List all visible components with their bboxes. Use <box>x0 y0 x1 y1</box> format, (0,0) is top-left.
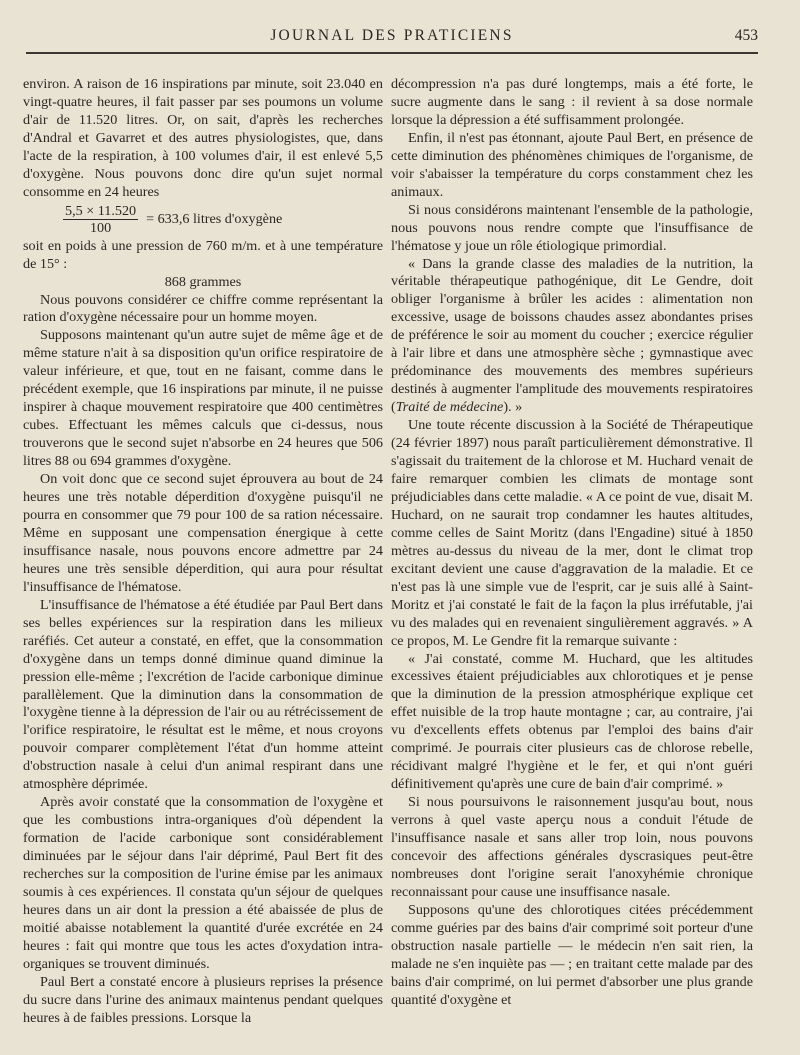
paragraph: soit en poids à une pression de 760 m/m. et à une température de 15° : <box>23 237 383 272</box>
formula-result: = 633,6 litres d'oxygène <box>146 210 283 227</box>
book-title: Traité de médecine <box>395 399 504 416</box>
paragraph: Supposons maintenant qu'un autre sujet de même âge et de même stature n'ait à sa disposition qu'un orifice respiratoire de valeur inférieure, et que, tout en ne faisant, comme dans le précédent exemple, que 16 inspirations par minute, il ne puisse inspirer à chaque mouvement respiratoire que 400 centimètres cubes. Effectuant les mêmes calculs que ci-dessus, nous trouverons que le second sujet n'absorbe en 24 heures que 506 litres 88 ou 694 grammes d'oxygène. <box>23 327 383 470</box>
running-title: JOURNAL DES PRATICIENS <box>270 27 514 44</box>
paragraph: On voit donc que ce second sujet éprouvera au bout de 24 heures une très notable déperdition d'oxygène puisqu'il ne pourra en consommer que 79 pour 100 de sa ration nécessaire. Même en supposant une compensation énergique à cette insuffisance nasale, nous pouvons encore admettre par 24 heures une très sensible déperdition, qui aura pour résultat l'insuffisance de l'hématose. <box>23 471 383 595</box>
paragraph: « J'ai constaté, comme M. Huchard, que les altitudes excessives étaient préjudiciables aux chlorotiques et je pense que la diminution de la pression atmosphérique explique cet effet nuisible de la trop haute montagne ; car, au contraire, j'ai vu d'excellents effets obtenus par l'emploi des bains d'air comprimé. Je pourrais citer plusieurs cas de chlorose rebelle, récidivant malgré l'hygiène et le fer, et qui n'ont guéri définitivement qu'après une cure de bain d'air comprimé. » <box>391 650 753 793</box>
grams-value: 868 grammes <box>164 273 242 290</box>
paragraph: Si nous poursuivons le raisonnement jusqu'au bout, nous verrons à quel vaste aperçu nous a conduit l'étude de l'insuffisance nasale et sans aller trop loin, nous pouvons concevoir des affections générales dyscrasiques peut-être nombreuses dont l'origine serait l'anoxyhémie chronique reconnaissant pour cause une insuffisance nasale. <box>391 794 753 900</box>
right-column <box>391 76 753 1010</box>
paragraph: Enfin, il n'est pas étonnant, ajoute Paul Bert, en présence de cette diminution des phénomènes chimiques de l'organisme, de voir s'abaisser la température du corps constamment chez les animaux. <box>391 129 753 200</box>
paragraph: Une toute récente discussion à la Société de Thérapeutique (24 février 1897) nous paraît particulièrement démonstrative. Il s'agissait du traitement de la chlorose et M. Huchard venait de faire remarquer combien les climats de montage sont préjudiciables dans cette maladie. « A ce point de vue, disait M. Huchard, on ne saurait trop condamner les hautes altitudes, comme celles de Saint Moritz (dans l'Engadine) situé à 1850 mètres au-dessus du niveau de la mer, dont le climat trop excitant devient une cause d'aggravation de la maladie. Et ce n'est pas là une simple vue de l'esprit, car je suis allé à Saint-Moritz et j'ai constaté le fait de la façon la plus irréfutable, j'ai vu des malades qui en revenaient singulièrement aggravés. » A ce propos, M. Le Gendre fit la remarque suivante : <box>391 417 753 649</box>
left-column <box>23 76 383 1028</box>
formula <box>63 202 383 238</box>
fraction-numerator: 5,5 × 11.520 <box>65 202 137 219</box>
paragraph: environ. A raison de 16 inspirations par minute, soit 23.040 en vingt-quatre heures, il fait passer par ses poumons un volume d'air de 11.520 litres. Or, on sait, d'après les recherches d'Andral et Gavarret et des autres physiologistes, que, dans l'acte de la respiration, à 100 volumes d'air, il est enlevé 5,5 d'oxygène. Nous pouvons donc dire qu'un sujet normal consomme en 24 heures <box>23 76 383 200</box>
page-number: 453 <box>734 27 758 44</box>
paragraph: Supposons qu'une des chlorotiques citées précédemment comme guéries par des bains d'air comprimé soit porteur d'une obstruction nasale partielle — le médecin n'en sait rien, la malade ne s'en inquiète pas — ; en traitant cette malade par des bains d'air comprimé, on lui permet d'absorber une plus grande quantité d'oxygène et <box>391 901 753 1008</box>
page-header <box>26 22 758 54</box>
paragraph: Après avoir constaté que la consommation de l'oxygène et que les combustions intra-organiques d'où dépendent la formation de l'acide carbonique sont considérablement diminuées par le séjour dans l'air déprimé, Paul Bert fit des recherches sur la composition de l'urine émise par les animaux soumis à ces expériences. Il constata qu'un séjour de quelques heures dans un air dont la pression a été abaissée de plus de moitié abaisse notablement la quantité d'urée excrétée en 24 heures : fait qui montre que tous les actes d'oxydation intra-organiques se trouvent diminués. <box>23 794 383 972</box>
paragraph: L'insuffisance de l'hématose a été étudiée par Paul Bert dans ses belles expériences sur la respiration dans les milieux raréfiés. Cet auteur a constaté, en effet, que la consommation d'oxygène dans un temps donné diminue quand diminue la pression elle-même ; l'excrétion de l'acide carbonique diminue parallèlement. Que la diminution dans la consommation de l'oxygène tienne à la dépression de l'air ou au rétrécissement de l'orifice respiratoire, le résultat est le même, et nous croyons pouvoir comparer complètement l'état d'un homme atteint d'obstruction nasale à celui d'un animal respirant dans une atmosphère déprimée. <box>23 596 383 793</box>
quote-text: « Dans la grande classe des maladies de la nutrition, la véritable thérapeutique pathogénique, dit Le Gendre, doit obliger l'organisme à brûler les acides : alimentation non excessive, usage de boissons chaudes assez abondantes prises de préférence le soir au moment du coucher ; exercice régulier à l'air libre et dans une atmosphère sèche ; gymnastique avec prédominance des mouvements des membres supérieurs destinés à augmenter l'amplitude des mouvements respiratoires ( <box>391 255 753 416</box>
paragraph: décompression n'a pas duré longtemps, mais a été forte, le sucre augmente dans le sang : il revient à sa dose normale lorsque la dépression a été suffisamment prolongée. <box>391 76 753 128</box>
quote-end: ). » <box>503 399 523 416</box>
paragraph: Paul Bert a constaté encore à plusieurs reprises la présence du sucre dans l'urine des animaux maintenus pendant quelques heures à de faibles pressions. Lorsque la <box>23 973 383 1026</box>
fraction-denominator: 100 <box>89 219 112 236</box>
paragraph: Nous pouvons considérer ce chiffre comme représentant la ration d'oxygène nécessaire pour un homme moyen. <box>23 291 383 326</box>
paragraph: Si nous considérons maintenant l'ensemble de la pathologie, nous pouvons nous rendre compte que l'insuffisance de l'hématose y joue un rôle étiologique primordial. <box>391 201 753 254</box>
fraction <box>63 203 138 237</box>
quote-paragraph <box>391 256 753 418</box>
